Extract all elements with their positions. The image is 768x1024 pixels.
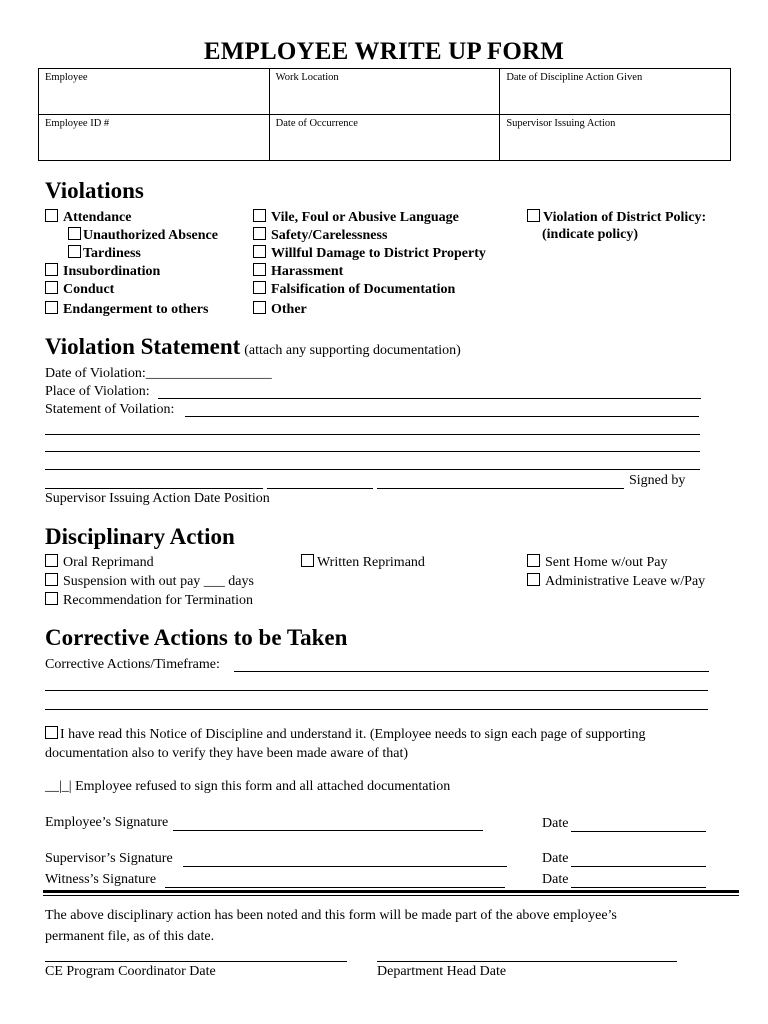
- statement-line[interactable]: [45, 434, 700, 435]
- witness-date-line[interactable]: [571, 887, 706, 888]
- refused-checkbox-row[interactable]: [45, 779, 450, 795]
- section-divider-thin: [43, 895, 739, 896]
- supervisor-date-label: Date: [542, 851, 569, 866]
- statement-heading: Violation Statement: [45, 334, 241, 359]
- work-location-label: Work Location: [275, 72, 339, 83]
- supervisor-signature-line[interactable]: [45, 488, 263, 489]
- employee-info-table: [38, 68, 731, 161]
- checkbox-icon[interactable]: [45, 281, 58, 294]
- violation-safety[interactable]: [253, 227, 387, 244]
- date-action-given-label: Date of Discipline Action Given: [506, 72, 643, 83]
- violation-attendance[interactable]: [45, 209, 131, 226]
- indicate-policy-note: (indicate policy): [542, 227, 639, 242]
- corrective-label: Corrective Actions/Timeframe:: [45, 657, 220, 672]
- dept-head-signature-line[interactable]: [377, 961, 677, 962]
- violation-abusive-language[interactable]: [253, 209, 459, 226]
- violation-label: Violation of District Policy:: [543, 210, 707, 225]
- violation-label: Other: [271, 302, 307, 317]
- violation-falsification[interactable]: [253, 281, 455, 298]
- date-signature-line[interactable]: [267, 488, 373, 489]
- supervisor-issuing-field[interactable]: [500, 115, 731, 161]
- acknowledge-text-line1: I have read this Notice of Discipline and understand it. (Employee needs to sign each page of supporting: [60, 727, 646, 742]
- supervisor-signature-line[interactable]: [183, 866, 507, 867]
- action-label: Suspension with out pay ___ days: [63, 574, 254, 589]
- violation-label: Falsification of Documentation: [271, 282, 456, 297]
- checkbox-icon[interactable]: [527, 573, 540, 586]
- statement-heading-row: [45, 334, 461, 360]
- action-sent-home[interactable]: [527, 554, 668, 571]
- violation-label: Tardiness: [83, 246, 141, 261]
- action-written-reprimand[interactable]: [301, 554, 425, 571]
- employee-id-label: Employee ID #: [45, 118, 110, 129]
- statement-of-violation-label: Statement of Voilation:: [45, 402, 175, 417]
- checkbox-icon[interactable]: [45, 726, 58, 739]
- violation-harassment[interactable]: [253, 263, 343, 280]
- action-admin-leave[interactable]: [527, 573, 705, 590]
- action-label: Recommendation for Termination: [63, 593, 254, 608]
- witness-signature-line[interactable]: [165, 887, 505, 888]
- checkbox-icon[interactable]: [527, 554, 540, 567]
- supervisor-date-line[interactable]: [571, 866, 706, 867]
- employee-id-field[interactable]: [39, 115, 270, 161]
- statement-note: (attach any supporting documentation): [244, 343, 461, 358]
- violation-label: Unauthorized Absence: [83, 228, 218, 243]
- violation-endangerment[interactable]: [45, 301, 208, 318]
- violation-label: Safety/Carelessness: [271, 228, 388, 243]
- violation-label: Harassment: [271, 264, 344, 279]
- employee-signature-label: Employee’s Signature: [45, 815, 169, 830]
- violation-label: Conduct: [63, 282, 115, 297]
- checkbox-icon[interactable]: [253, 301, 266, 314]
- ce-coordinator-label: CE Program Coordinator Date: [45, 964, 216, 979]
- violation-tardiness[interactable]: [68, 245, 141, 262]
- employee-signature-line[interactable]: [173, 830, 483, 831]
- statement-line[interactable]: [45, 469, 700, 470]
- witness-signature-label: Witness’s Signature: [45, 872, 157, 887]
- date-occurrence-field[interactable]: [269, 115, 500, 161]
- employee-field[interactable]: [39, 69, 270, 115]
- corrective-heading: Corrective Actions to be Taken: [45, 625, 348, 650]
- place-of-violation-label: Place of Violation:: [45, 384, 150, 399]
- action-termination[interactable]: [45, 592, 253, 609]
- witness-date-label: Date: [542, 872, 569, 887]
- checkbox-icon[interactable]: [45, 301, 58, 314]
- refused-text: Employee refused to sign this form and all attached documentation: [75, 779, 451, 794]
- violation-label: Insubordination: [63, 264, 161, 279]
- checkbox-icon[interactable]: [253, 281, 266, 294]
- action-label: Oral Reprimand: [63, 555, 154, 570]
- checkbox-icon[interactable]: [45, 263, 58, 276]
- employee-date-label: Date: [542, 816, 569, 831]
- footer-note-line2: permanent file, as of this date.: [45, 929, 215, 944]
- statement-line[interactable]: [45, 451, 700, 452]
- acknowledge-checkbox-row[interactable]: [45, 726, 646, 743]
- corrective-line[interactable]: [45, 709, 708, 710]
- checkbox-icon[interactable]: [68, 245, 81, 258]
- employee-label: Employee: [45, 72, 88, 83]
- dept-head-label: Department Head Date: [377, 964, 507, 979]
- violation-willful-damage[interactable]: [253, 245, 486, 262]
- action-label: Written Reprimand: [317, 555, 425, 570]
- checkbox-icon[interactable]: [45, 554, 58, 567]
- action-label: Sent Home w/out Pay: [545, 555, 668, 570]
- checkbox-icon[interactable]: [45, 592, 58, 605]
- statement-line[interactable]: [185, 416, 699, 417]
- action-label: Administrative Leave w/Pay: [545, 574, 706, 589]
- section-divider-thick: [43, 890, 739, 893]
- signed-by-label: Signed by: [629, 473, 686, 488]
- ce-coordinator-signature-line[interactable]: [45, 961, 347, 962]
- form-title: EMPLOYEE WRITE UP FORM: [203, 38, 565, 65]
- checkbox-icon[interactable]: [253, 209, 266, 222]
- checkbox-icon[interactable]: [253, 227, 266, 240]
- violation-label: Willful Damage to District Property: [271, 246, 486, 261]
- date-of-violation-field[interactable]: Date of Violation:__________________: [45, 366, 272, 381]
- date-occurrence-label: Date of Occurrence: [275, 118, 358, 129]
- checkbox-icon[interactable]: [45, 573, 58, 586]
- checkbox-icon[interactable]: [301, 554, 314, 567]
- violations-heading: Violations: [45, 178, 144, 203]
- acknowledge-text-line2: documentation also to verify they have been made aware of that): [45, 746, 409, 761]
- violation-other[interactable]: [253, 301, 307, 318]
- signature-caption: Supervisor Issuing Action Date Position: [45, 491, 270, 506]
- corrective-line[interactable]: [45, 690, 708, 691]
- supervisor-issuing-label: Supervisor Issuing Action: [506, 118, 616, 129]
- violation-label: Endangerment to others: [63, 302, 209, 317]
- violation-label: Attendance: [63, 210, 132, 225]
- footer-note-line1: The above disciplinary action has been noted and this form will be made part of the above employee’s: [45, 908, 617, 923]
- violation-label: Vile, Foul or Abusive Language: [271, 210, 459, 225]
- checkbox-icon[interactable]: [68, 227, 81, 240]
- violation-district-policy[interactable]: [527, 209, 706, 226]
- place-of-violation-line[interactable]: [158, 398, 701, 399]
- action-suspension[interactable]: [45, 573, 254, 590]
- date-action-given-field[interactable]: [500, 69, 731, 115]
- violation-unauthorized-absence[interactable]: [68, 227, 218, 244]
- disciplinary-heading: Disciplinary Action: [45, 524, 235, 549]
- corrective-line[interactable]: [234, 671, 709, 672]
- checkbox-icon[interactable]: [253, 263, 266, 276]
- checkbox-icon[interactable]: [45, 209, 58, 222]
- checkbox-icon[interactable]: [253, 245, 266, 258]
- refused-checkbox-marker[interactable]: __|_|: [45, 779, 72, 794]
- violation-conduct[interactable]: [45, 281, 114, 298]
- checkbox-icon[interactable]: [527, 209, 540, 222]
- action-oral-reprimand[interactable]: [45, 554, 154, 571]
- work-location-field[interactable]: [269, 69, 500, 115]
- position-signature-line[interactable]: [377, 488, 624, 489]
- violation-insubordination[interactable]: [45, 263, 160, 280]
- supervisor-signature-label: Supervisor’s Signature: [45, 851, 173, 866]
- employee-date-line[interactable]: [571, 831, 706, 832]
